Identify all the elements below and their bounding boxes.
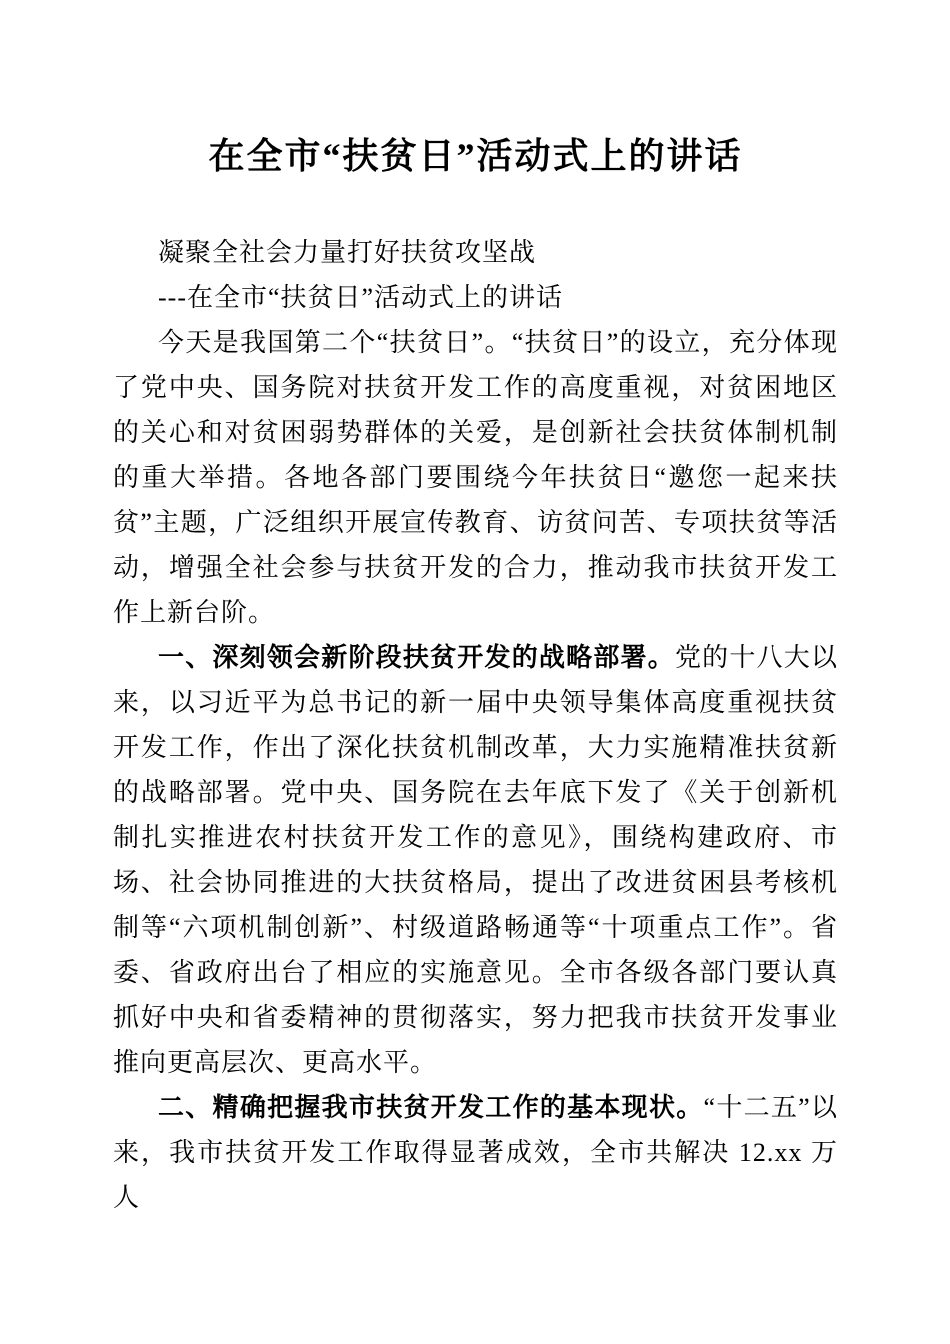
document-title: 在全市“扶贫日”活动式上的讲话 [208,136,743,176]
paragraph [113,635,838,1085]
paragraph-run: 党的十八大以来，以习近平为总书记的新一届中央领导集体高度重视扶贫开发工作，作出了深化扶贫机制改革，大力实施精准扶贫新的战略部署。党中央、国务院在去年底下发了《关于创新机制扎实推进农村扶贫开发工作的意见》，围绕构建政府、市场、社会协同推进的大扶贫格局，提出了改进贫困县考核机制等“六项机制创新”、村级道路畅通等“十项重点工作”。省委、省政府出台了相应的实施意见。全市各级各部门要认真抓好中央和省委精神的贯彻落实，努力把我市扶贫开发事业推向更高层次、更高水平。 [113,643,838,1077]
paragraph-run-bold: 二、精确把握我市扶贫开发工作的基本现状。 [158,1092,704,1122]
paragraph [113,1085,838,1220]
paragraph-run: ---在全市“扶贫日”活动式上的讲话 [158,283,564,312]
paragraph-run: 今天是我国第二个“扶贫日”。“扶贫日”的设立，充分体现了党中央、国务院对扶贫开发工作的高度重视，对贫困地区的关心和对贫困弱势群体的关爱，是创新社会扶贫体制机制的重大举措。各地各部门要围绕今年扶贫日“邀您一起来扶贫”主题，广泛组织开展宣传教育、访贫问苦、专项扶贫等活动，增强全社会参与扶贫开发的合力，推动我市扶贫开发工作上新台阶。 [113,328,838,627]
paragraph-run: 凝聚全社会力量打好扶贫攻坚战 [158,238,537,267]
paragraph-run: “十二五”以来，我市扶贫开发工作取得显著成效，全市共解决 12.xx 万人 [113,1093,838,1212]
document-body [113,230,838,1220]
paragraph [113,275,838,320]
paragraph [113,320,838,635]
paragraph-run-bold: 一、深刻领会新阶段扶贫开发的战略部署。 [158,642,675,672]
paragraph [113,230,838,275]
